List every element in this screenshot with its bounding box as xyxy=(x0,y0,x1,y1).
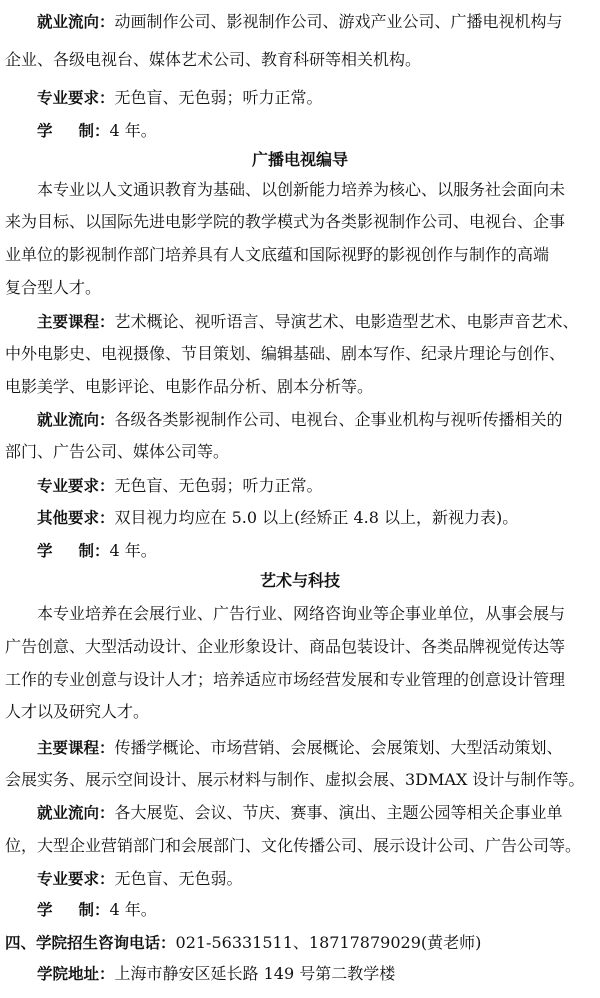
s1-duration-label-b: 制： xyxy=(78,122,110,140)
s2-duration-text: 4 年。 xyxy=(109,541,157,560)
s1-duration-label-a: 学 xyxy=(37,122,53,140)
s2-course-text-1: 艺术概论、视听语言、导演艺术、电影造型艺术、电影声音艺术、 xyxy=(114,312,579,331)
s3-course-line-1 xyxy=(0,738,600,758)
s3-intro-line-2: 广告创意、大型活动设计、企业形象设计、商品包装设计、各类品牌视觉传达等 xyxy=(5,637,566,656)
contact-address-text: 上海市静安区延长路 149 号第二教学楼 xyxy=(114,964,396,983)
s2-req-line xyxy=(0,476,600,496)
s3-heading: 艺术与科技 xyxy=(259,571,340,590)
s3-job-line-2: 位，大型企业营销部门和会展部门、文化传播公司、展示设计公司、广告公司等。 xyxy=(5,836,582,855)
s2-req-text: 无色盲、无色弱；听力正常。 xyxy=(114,476,323,495)
s1-req-text: 无色盲、无色弱；听力正常。 xyxy=(114,88,323,107)
s3-req-label: 专业要求： xyxy=(37,870,115,888)
s1-req-line xyxy=(0,88,600,108)
s3-intro-line-1: 本专业培养在会展行业、广告行业、网络咨询业等企事业单位，从事会展与 xyxy=(37,604,566,623)
s3-job-label: 就业流向： xyxy=(37,804,115,822)
s3-duration-label-b: 制： xyxy=(78,901,110,919)
s3-duration-text: 4 年。 xyxy=(109,900,157,919)
s2-intro-line-4: 复合型人才。 xyxy=(5,278,102,297)
s2-other-line xyxy=(0,508,600,528)
s2-course-line-1 xyxy=(0,312,600,332)
s2-course-line-3: 电影美学、电影评论、电影作品分析、剧本分析等。 xyxy=(5,377,374,396)
s3-job-line-1 xyxy=(0,803,600,823)
s3-req-text: 无色盲、无色弱。 xyxy=(114,869,243,888)
s2-intro-line-3: 业单位的影视制作部门培养具有人文底蕴和国际视野的影视创作与制作的高端 xyxy=(5,245,550,264)
contact-phone-label: 四、学院招生咨询电话： xyxy=(5,934,176,952)
s2-job-line-1 xyxy=(0,410,600,430)
s3-course-label: 主要课程： xyxy=(37,739,115,757)
s3-duration-label-a: 学 xyxy=(37,901,53,919)
s2-job-label: 就业流向： xyxy=(37,411,115,429)
s2-course-label: 主要课程： xyxy=(37,313,115,331)
s1-job-text-1: 动画制作公司、影视制作公司、游戏产业公司、广播电视机构与 xyxy=(114,12,563,31)
s2-other-label: 其他要求： xyxy=(37,509,115,527)
s1-req-label: 专业要求： xyxy=(37,89,115,107)
s2-duration-label-b: 制： xyxy=(78,542,110,560)
s2-duration-line xyxy=(0,541,600,561)
s3-intro-line-3: 工作的专业创意与设计人才；培养适应市场经营发展和专业管理的创意设计管理 xyxy=(5,670,566,689)
s1-job-label: 就业流向： xyxy=(37,13,115,31)
s2-job-text-1: 各级各类影视制作公司、电视台、企事业机构与视听传播相关的 xyxy=(114,410,563,429)
s2-req-label: 专业要求： xyxy=(37,477,115,495)
s2-job-line-2: 部门、广告公司、媒体公司等。 xyxy=(5,442,230,461)
s3-course-text-1: 传播学概论、市场营销、会展概论、会展策划、大型活动策划、 xyxy=(114,738,563,757)
s3-job-text-1: 各大展览、会议、节庆、赛事、演出、主题公园等相关企事业单 xyxy=(114,803,563,822)
s2-other-text: 双目视力均应在 5.0 以上(经矫正 4.8 以上，新视力表)。 xyxy=(114,508,519,527)
contact-phone-line xyxy=(0,933,600,953)
s3-req-line xyxy=(0,869,600,889)
s2-intro-line-1: 本专业以人文通识教育为基础、以创新能力培养为核心、以服务社会面向未 xyxy=(37,180,566,199)
s1-job-line-1 xyxy=(0,12,600,32)
contact-address-label: 学院地址： xyxy=(37,965,115,983)
s2-duration-label-a: 学 xyxy=(37,542,53,560)
s1-duration-text: 4 年。 xyxy=(109,121,157,140)
s2-intro-line-2: 来为目标、以国际先进电影学院的教学模式为各类影视制作公司、电视台、企事 xyxy=(5,212,566,231)
contact-phone-text: 021-56331511、18717879029(黄老师) xyxy=(175,933,482,952)
s3-duration-line xyxy=(0,900,600,920)
s2-heading: 广播电视编导 xyxy=(251,150,348,169)
s2-course-line-2: 中外电影史、电视摄像、节目策划、编辑基础、剧本写作、纪录片理论与创作、 xyxy=(5,344,566,363)
s1-duration-line xyxy=(0,121,600,141)
s3-intro-line-4: 人才以及研究人才。 xyxy=(5,702,150,721)
contact-address-line xyxy=(0,964,600,984)
s1-job-line-2: 企业、各级电视台、媒体艺术公司、教育科研等相关机构。 xyxy=(5,50,422,69)
s3-course-line-2: 会展实务、展示空间设计、展示材料与制作、虚拟会展、3DMAX 设计与制作等。 xyxy=(5,770,585,789)
